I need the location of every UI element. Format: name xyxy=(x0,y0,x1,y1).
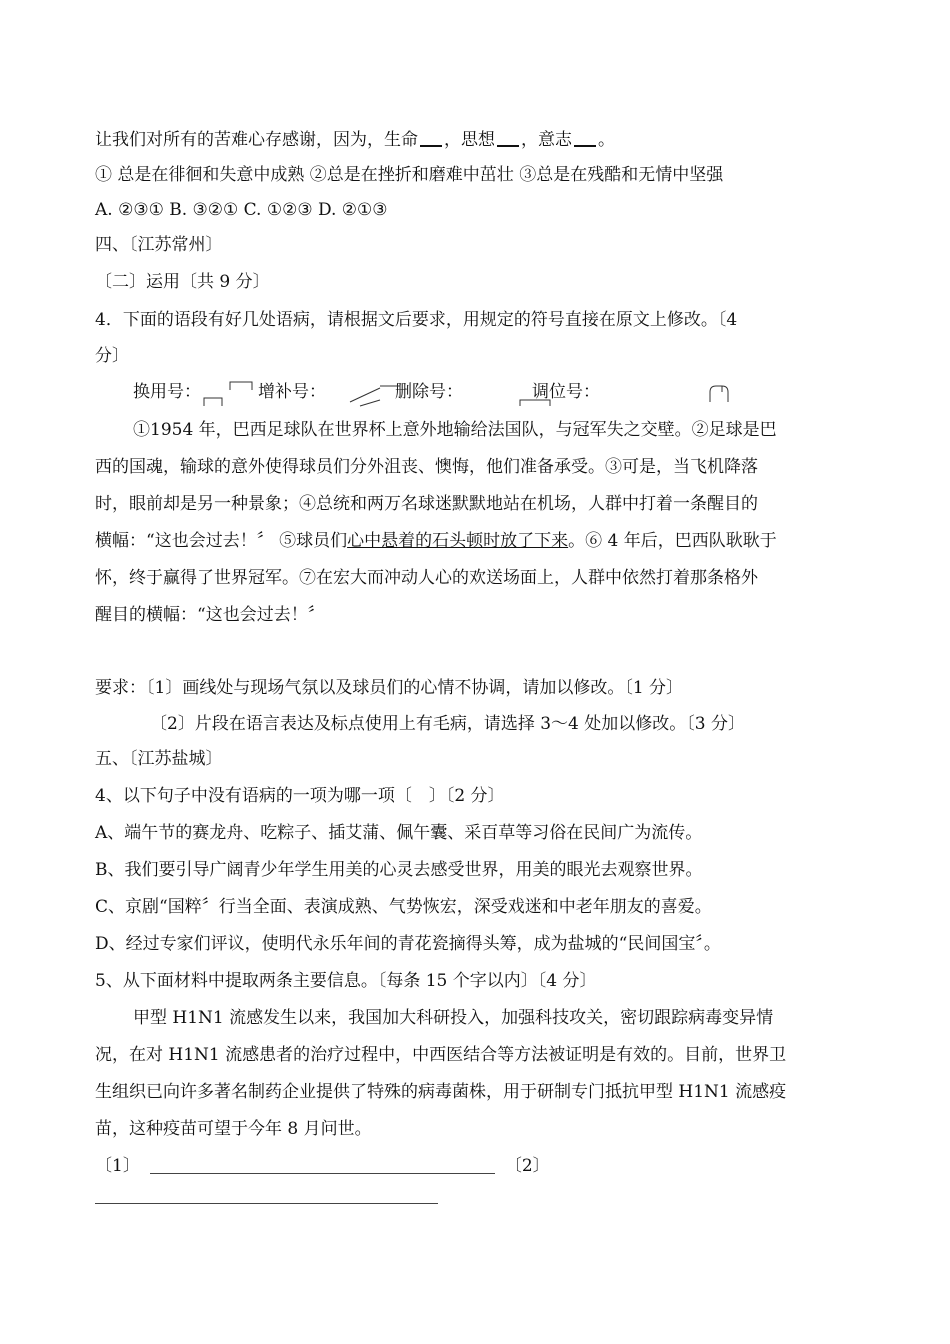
blank-2[interactable] xyxy=(497,129,519,147)
material-line-4: 苗，这种疫苗可望于今年 8 月问世。 xyxy=(95,1119,372,1139)
correction-symbols-icon xyxy=(200,378,760,408)
passage-line-1: ①1954 年，巴西足球队在世界杯上意外地输给法国队，与冠军失之交壁。②足球是巴 xyxy=(133,420,777,440)
question-stem: 让我们对所有的苦难心存感谢，因为，生命 ，思想 ，意志 。 xyxy=(95,130,615,150)
blank-1[interactable] xyxy=(420,129,442,147)
passage-line-2: 西的国魂，输球的意外使得球员们分外沮丧、懊悔，他们准备承受。③可是，当飞机降落 xyxy=(95,457,758,477)
section-title-4: 四、〔江苏常州〕 xyxy=(95,235,223,255)
answer-2-field[interactable] xyxy=(95,1203,438,1204)
passage-line-3: 时，眼前却是另一种景象；④总统和两万名球迷默默地站在机场，人群中打着一条醒目的 xyxy=(95,494,758,514)
section-title-5: 五、〔江苏盐城〕 xyxy=(95,749,223,769)
material-line-2: 况，在对 H1N1 流感患者的治疗过程中，中西医结合等方法被证明是有效的。目前，世界卫 xyxy=(95,1045,787,1065)
q5-4-stem: 4、以下句子中没有语病的一项为哪一项〔 〕〔2 分〕 xyxy=(95,786,505,806)
answer-choices: A. ②③① B. ③②① C. ①②③ D. ②①③ xyxy=(95,200,388,220)
symbol-replace-label: 换用号： xyxy=(133,382,201,402)
option-c: C、京剧“国粹〞行当全面、表演成熟、气势恢宏，深受戏迷和中老年朋友的喜爱。 xyxy=(95,897,712,917)
answer-1-field[interactable] xyxy=(150,1159,495,1174)
question-options: ① 总是在徘徊和失意中成熟 ②总是在挫折和磨难中茁壮 ③总是在残酷和无情中坚强 xyxy=(95,165,724,185)
underlined-phrase: 心中悬着的石头顿时放了下来 xyxy=(347,531,569,551)
material-line-1: 甲型 H1N1 流感发生以来，我国加大科研投入，加强科技攻关，密切跟踪病毒变异情 xyxy=(133,1008,774,1028)
q4-line-1: 4．下面的语段有好几处语病，请根据文后要求，用规定的符号直接在原文上修改。〔4 xyxy=(95,310,738,330)
delete-symbol-icon xyxy=(380,386,400,392)
q5-5-stem: 5、从下面材料中提取两条主要信息。〔每条 15 个字以内〕〔4 分〕 xyxy=(95,971,597,991)
replace-symbol-icon xyxy=(204,398,222,406)
symbol-swap-label: 调位号： xyxy=(532,382,600,402)
symbol-delete-label: 删除号： xyxy=(395,382,463,402)
passage-line-4: 横幅：“这也会过去！〞 ⑤球员们心中悬着的石头顿时放了下来。⑥ 4 年后，巴西队耿耿于 xyxy=(95,531,777,551)
requirement-1: 要求：〔1〕画线处与现场气氛以及球员们的心情不协调，请加以修改。〔1 分〕 xyxy=(95,678,684,698)
blank-3[interactable] xyxy=(574,129,596,147)
subsection-title: 〔二〕运用〔共 9 分〕 xyxy=(95,272,270,292)
q4-line-2: 分〕 xyxy=(95,346,129,366)
symbol-add-label: 增补号： xyxy=(258,382,326,402)
swap-symbol-icon xyxy=(520,400,550,406)
symbol-legend xyxy=(133,380,201,404)
requirement-2: 〔2〕片段在语言表达及标点使用上有毛病，请选择 3～4 处加以修改。〔3 分〕 xyxy=(150,714,745,734)
option-a: A、端午节的赛龙舟、吃粽子、插艾蒲、佩午囊、采百草等习俗在民间广为流传。 xyxy=(95,823,703,843)
option-d: D、经过专家们评议，使明代永乐年间的青花瓷摘得头筹，成为盐城的“民间国宝〞。 xyxy=(95,934,721,954)
passage-line-5: 怀，终于赢得了世界冠军。⑦在宏大而冲动人心的欢送场面上，人群中依然打着那条格外 xyxy=(95,568,758,588)
passage-line-6: 醒目的横幅：“这也会过去！〞 xyxy=(95,605,325,625)
material-line-3: 生组织已向许多著名制药企业提供了特殊的病毒菌株，用于研制专门抵抗甲型 H1N1 流感疫 xyxy=(95,1082,787,1102)
answer-line-row: 〔1〕 〔2〕 xyxy=(95,1156,550,1176)
option-b: B、我们要引导广阔青少年学生用美的心灵去感受世界，用美的眼光去观察世界。 xyxy=(95,860,703,880)
add-symbol-icon xyxy=(350,388,380,402)
